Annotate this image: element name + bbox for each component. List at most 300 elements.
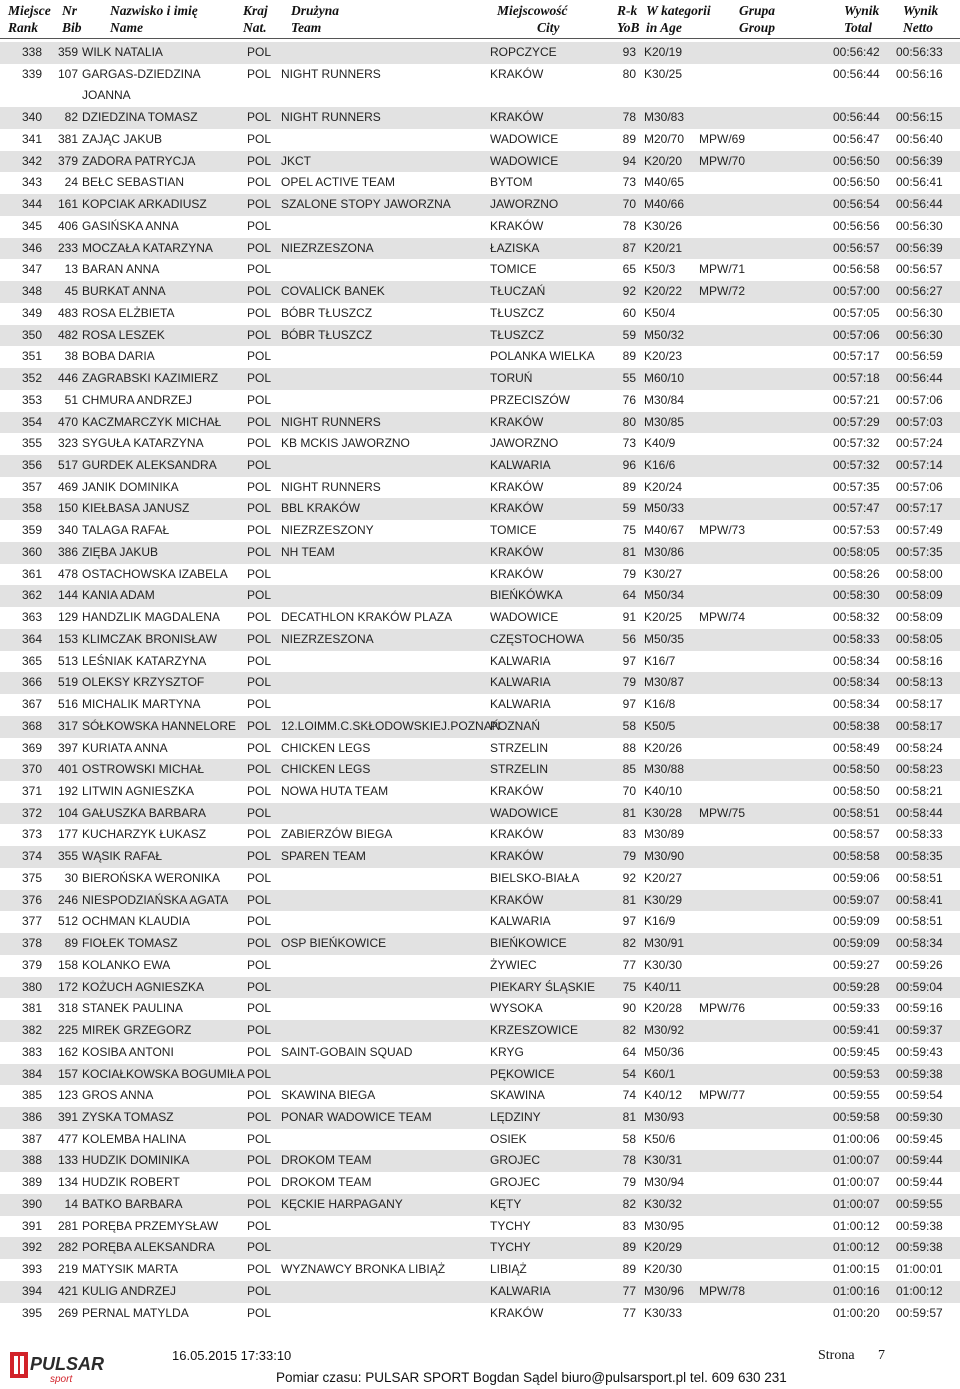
cell-total: 00:58:50 [833,762,880,777]
cell-city: KRAKÓW [490,218,544,233]
cell-cat: K16/7 [644,653,676,668]
cell-city: KRYG [490,1044,524,1059]
cell-group: MPW/69 [699,131,746,146]
cell-nat: POL [247,697,272,712]
cell-cat: K20/29 [644,1240,683,1255]
cell-total: 00:59:27 [833,957,880,972]
cell-team: NIGHT RUNNERS [281,479,381,494]
cell-cat: M30/85 [644,414,685,429]
table-row [0,172,960,194]
cell-nat: POL [247,675,272,690]
cell-bib: 233 [57,240,78,255]
cell-rank: 373 [21,827,42,842]
cell-total: 00:56:42 [833,45,880,59]
cell-city: KRAKÓW [490,479,544,494]
cell-bib: 469 [57,479,78,494]
cell-netto: 00:58:05 [896,631,943,646]
cell-cat: M30/91 [644,936,685,951]
cell-team: KĘCKIE HARPAGANY [281,1196,403,1211]
table-row [0,259,960,281]
cell-total: 00:58:50 [833,784,880,798]
cell-total: 00:58:26 [833,566,880,581]
cell-netto: 00:57:24 [896,436,943,451]
cell-cat: M30/95 [644,1218,685,1233]
cell-name: OLEKSY KRZYSZTOF [82,675,205,690]
cell-city: PĘKOWICE [490,1066,555,1081]
cell-name: OSTACHOWSKA IZABELA [82,566,228,581]
cell-bib: 355 [57,849,78,864]
cell-netto: 00:59:57 [896,1305,943,1320]
cell-bib: 225 [57,1023,78,1038]
cell-bib: 359 [57,45,78,59]
cell-city: TYCHY [490,1218,531,1233]
cell-nat: POL [247,1175,272,1190]
page-footer [0,1340,960,1389]
cell-nat: POL [247,1023,272,1038]
cell-yob: 81 [622,544,636,559]
cell-yob: 89 [622,131,636,146]
cell-yob: 65 [622,262,636,277]
cell-yob: 59 [622,501,636,516]
cell-name: KACZMARCZYK MICHAŁ [82,414,222,429]
table-row [0,1129,960,1151]
cell-city: PIEKARY ŚLĄSKIE [490,979,595,994]
cell-city: STRZELIN [490,762,549,777]
cell-name: GURDEK ALEKSANDRA [82,457,217,472]
cell-netto: 01:00:01 [896,1262,943,1277]
cell-total: 00:58:05 [833,544,880,559]
cell-total: 00:58:58 [833,849,880,864]
cell-cat: K30/27 [644,566,683,581]
cell-city: KRAKÓW [490,544,544,559]
cell-city: LIBIĄŻ [490,1262,527,1277]
cell-city: KRAKÓW [490,1305,544,1320]
cell-bib: 14 [64,1196,78,1211]
table-row [0,303,960,325]
table-row [0,412,960,434]
cell-bib: 30 [64,870,78,885]
svg-text:sport: sport [50,1374,73,1384]
table-row [0,672,960,694]
cell-name: KULIG ANDRZEJ [82,1283,177,1298]
cell-netto: 00:56:39 [896,153,943,168]
table-row [0,803,960,825]
cell-total: 01:00:06 [833,1131,880,1146]
cell-yob: 93 [622,45,636,59]
pulsar-sport-logo [10,1348,112,1384]
cell-nat: POL [247,1088,272,1103]
cell-rank: 382 [21,1023,42,1038]
cell-cat: K20/22 [644,284,683,299]
cell-name: ZADORA PATRYCJA [82,153,196,168]
cell-group: MPW/72 [699,284,746,299]
cell-cat: M50/32 [644,327,685,342]
column-header [0,0,960,40]
cell-bib: 519 [57,675,78,690]
cell-city: POLANKA WIELKA [490,349,595,364]
cell-name: BOBA DARIA [82,349,155,364]
cell-bib: 24 [64,175,78,190]
cell-yob: 77 [622,1305,636,1320]
cell-cat: M30/94 [644,1175,685,1190]
cell-nat: POL [247,610,272,625]
cell-bib: 379 [57,153,78,168]
cell-city: KALWARIA [490,457,551,472]
cell-yob: 80 [622,66,636,81]
cell-cat: M30/93 [644,1110,685,1125]
table-row [0,781,960,803]
cell-bib: 391 [57,1110,78,1125]
cell-city: KRAKÓW [490,414,544,429]
cell-bib: 397 [57,740,78,755]
cell-yob: 81 [622,892,636,907]
table-row [0,738,960,760]
cell-total: 00:58:38 [833,718,880,733]
cell-cat: K16/9 [644,914,676,929]
cell-team: DECATHLON KRAKÓW PLAZA [281,610,453,625]
cell-yob: 87 [622,240,636,255]
cell-bib: 134 [57,1175,78,1190]
cell-name: WĄSIK RAFAŁ [82,849,163,864]
cell-group: MPW/71 [699,262,746,277]
cell-yob: 97 [622,697,636,712]
cell-rank: 349 [21,305,42,320]
cell-yob: 82 [622,1196,636,1211]
cell-total: 00:56:44 [833,110,880,125]
header-name: Nazwisko i imię Name [110,3,198,35]
cell-bib: 123 [57,1088,78,1103]
cell-netto: 00:58:09 [896,588,943,603]
cell-netto: 00:56:16 [896,66,943,81]
cell-cat: M30/92 [644,1023,685,1038]
cell-cat: M50/33 [644,501,685,516]
cell-rank: 370 [21,762,42,777]
cell-city: GROJEC [490,1175,541,1190]
cell-bib: 281 [57,1218,78,1233]
cell-rank: 355 [21,436,42,451]
cell-nat: POL [247,371,272,386]
cell-group: MPW/77 [699,1088,746,1103]
cell-nat: POL [247,523,272,538]
cell-team: OPEL ACTIVE TEAM [281,175,396,190]
cell-rank: 378 [21,936,42,951]
cell-netto: 00:56:30 [896,218,943,233]
table-row [0,890,960,912]
cell-team: KB MCKIS JAWORZNO [281,436,410,451]
cell-netto: 00:57:03 [896,414,943,429]
cell-yob: 79 [622,675,636,690]
cell-nat: POL [247,1153,272,1168]
cell-nat: POL [247,914,272,929]
cell-rank: 380 [21,979,42,994]
cell-city: TYCHY [490,1240,531,1255]
cell-team: PONAR WADOWICE TEAM [281,1110,432,1125]
cell-rank: 393 [21,1262,42,1277]
cell-yob: 78 [622,110,636,125]
cell-netto: 00:56:15 [896,110,943,125]
table-row [0,281,960,303]
cell-cat: K30/32 [644,1196,683,1211]
cell-name: KOŻUCH AGNIESZKA [82,979,205,994]
cell-cat: K20/27 [644,870,683,885]
cell-cat: M50/36 [644,1044,685,1059]
cell-bib: 470 [57,414,78,429]
table-row [0,42,960,64]
cell-team: NIGHT RUNNERS [281,66,381,81]
cell-netto: 00:57:14 [896,457,943,472]
cell-rank: 344 [21,197,42,212]
cell-netto: 00:58:00 [896,566,943,581]
cell-yob: 90 [622,1001,636,1016]
cell-group: MPW/78 [699,1283,746,1298]
cell-netto: 00:58:33 [896,827,943,842]
cell-rank: 350 [21,327,42,342]
cell-total: 00:59:09 [833,914,880,929]
cell-nat: POL [247,414,272,429]
cell-team: SKAWINA BIEGA [281,1088,376,1103]
cell-city: TŁUSZCZ [490,305,544,320]
header-yob: R-k YoB [617,3,640,35]
header-total: Wynik Total [844,3,880,35]
cell-total: 00:57:47 [833,501,880,516]
cell-bib: 483 [57,305,78,320]
cell-city: KRAKÓW [490,827,544,842]
cell-cat: M30/90 [644,849,685,864]
cell-netto: 00:57:06 [896,392,943,407]
table-row [0,1259,960,1281]
cell-cat: M40/67 [644,523,685,538]
cell-bib: 107 [57,66,78,81]
cell-netto: 00:58:17 [896,718,943,733]
cell-total: 00:59:55 [833,1088,880,1103]
cell-yob: 70 [622,197,636,212]
cell-nat: POL [247,849,272,864]
cell-yob: 83 [622,827,636,842]
cell-team: BÓBR TŁUSZCZ [281,305,373,320]
page-number: 7 [878,1348,885,1363]
cell-name: KOLANKO EWA [82,957,171,972]
cell-total: 00:56:50 [833,175,880,190]
table-row [0,1216,960,1238]
cell-rank: 357 [21,479,42,494]
cell-netto: 00:58:51 [896,914,943,929]
cell-rank: 376 [21,892,42,907]
cell-total: 01:00:12 [833,1240,880,1255]
table-row [0,585,960,607]
cell-name: NIESPODZIAŃSKA AGATA [82,892,229,907]
cell-name: GAŁUSZKA BARBARA [82,805,207,820]
cell-cat: K50/3 [644,262,676,277]
cell-bib: 516 [57,697,78,712]
cell-city: TŁUSZCZ [490,327,544,342]
cell-group: MPW/76 [699,1001,746,1016]
cell-yob: 89 [622,1262,636,1277]
cell-team: NIEZRZESZONA [281,631,374,646]
cell-total: 00:59:28 [833,979,880,994]
cell-yob: 75 [622,523,636,538]
cell-nat: POL [247,979,272,994]
cell-city: JAWORZNO [490,436,559,451]
table-row [0,607,960,629]
cell-name: KOSIBA ANTONI [82,1044,174,1059]
cell-total: 00:57:00 [833,284,880,299]
cell-rank: 356 [21,457,42,472]
table-row [0,216,960,238]
cell-city: OSIEK [490,1131,527,1146]
cell-netto: 00:58:35 [896,849,943,864]
table-row [0,977,960,999]
cell-netto: 00:56:30 [896,327,943,342]
cell-nat: POL [247,718,272,733]
cell-netto: 00:58:44 [896,805,943,820]
cell-name: GASIŃSKA ANNA [82,218,179,233]
cell-rank: 364 [21,631,42,646]
cell-total: 00:57:06 [833,327,880,342]
cell-city: WADOWICE [490,153,559,168]
cell-city: KALWARIA [490,697,551,712]
cell-netto: 00:56:33 [896,45,943,59]
cell-nat: POL [247,284,272,299]
cell-cat: K20/25 [644,610,683,625]
cell-total: 00:59:06 [833,870,880,885]
cell-netto: 00:59:44 [896,1175,943,1190]
cell-yob: 54 [622,1066,636,1081]
cell-yob: 89 [622,1240,636,1255]
cell-bib: 104 [57,805,78,820]
cell-bib: 144 [57,588,78,603]
cell-yob: 79 [622,566,636,581]
cell-total: 00:59:07 [833,892,880,907]
cell-rank: 345 [21,218,42,233]
cell-nat: POL [247,305,272,320]
cell-name: LEŚNIAK KATARZYNA [82,653,207,668]
cell-yob: 88 [622,740,636,755]
cell-netto: 00:59:37 [896,1023,943,1038]
cell-cat: K30/33 [644,1305,683,1320]
cell-rank: 377 [21,914,42,929]
cell-yob: 73 [622,436,636,451]
cell-cat: K20/26 [644,740,683,755]
cell-team: NIGHT RUNNERS [281,414,381,429]
timing-credits: Pomiar czasu: PULSAR SPORT Bogdan Sądel biuro@pulsarsport.pl tel. 609 630 231 [276,1370,787,1385]
cell-city: KRZESZOWICE [490,1023,579,1038]
cell-total: 00:56:58 [833,262,880,277]
table-row [0,716,960,738]
cell-name: HUDZIK DOMINIKA [82,1153,190,1168]
cell-netto: 00:56:59 [896,349,943,364]
cell-nat: POL [247,827,272,842]
cell-rank: 361 [21,566,42,581]
cell-team: SPAREN TEAM [281,849,366,864]
cell-team: WYZNAWCY BRONKA LIBIĄŻ [281,1262,446,1277]
cell-netto: 00:56:57 [896,262,943,277]
cell-city: KRAKÓW [490,110,544,125]
cell-nat: POL [247,653,272,668]
table-row [0,1042,960,1064]
cell-name: PORĘBA PRZEMYSŁAW [82,1218,219,1233]
table-row [0,1085,960,1107]
cell-city: ROPCZYCE [490,45,557,59]
cell-nat: POL [247,1218,272,1233]
cell-cat: M40/66 [644,197,685,212]
cell-team: NIEZRZESZONY [281,523,374,538]
cell-netto: 00:59:44 [896,1153,943,1168]
cell-name: GROS ANNA [82,1088,154,1103]
table-row [0,346,960,368]
cell-name: CHMURA ANDRZEJ [82,392,193,407]
cell-yob: 60 [622,305,636,320]
cell-cat: K30/30 [644,957,683,972]
cell-bib: 386 [57,544,78,559]
cell-cat: M30/87 [644,675,685,690]
table-row [0,868,960,890]
cell-rank: 379 [21,957,42,972]
table-row [0,1237,960,1259]
cell-city: STRZELIN [490,740,549,755]
cell-name: ROSA LESZEK [82,327,165,342]
cell-name: HUDZIK ROBERT [82,1175,180,1190]
cell-yob: 64 [622,1044,636,1059]
cell-rank: 338 [21,45,42,59]
cell-yob: 97 [622,914,636,929]
cell-city: BIEŃKOWICE [490,936,567,951]
cell-cat: K40/9 [644,436,676,451]
cell-city: JAWORZNO [490,197,559,212]
table-row [0,325,960,347]
cell-rank: 363 [21,610,42,625]
cell-city: KRAKÓW [490,566,544,581]
cell-netto: 00:59:45 [896,1131,943,1146]
cell-netto: 00:59:30 [896,1110,943,1125]
cell-cat: M30/83 [644,110,685,125]
cell-cat: M50/34 [644,588,685,603]
cell-name: ZAJĄC JAKUB [82,131,163,146]
cell-nat: POL [247,740,272,755]
cell-netto: 00:56:41 [896,175,943,190]
cell-rank: 392 [21,1240,42,1255]
cell-bib: 317 [57,718,78,733]
cell-name: MATYSIK MARTA [82,1262,179,1277]
cell-yob: 58 [622,718,636,733]
cell-total: 00:58:34 [833,675,880,690]
cell-rank: 347 [21,262,42,277]
table-row [0,455,960,477]
cell-city: KALWARIA [490,653,551,668]
cell-total: 00:57:17 [833,349,880,364]
cell-cat: K50/6 [644,1131,676,1146]
cell-total: 00:59:53 [833,1066,880,1081]
cell-yob: 94 [622,153,636,168]
cell-bib: 401 [57,762,78,777]
cell-team: COVALICK BANEK [281,284,385,299]
cell-cat: K60/1 [644,1066,676,1081]
cell-name: JANIK DOMINIKA [82,479,179,494]
cell-city: LĘDZINY [490,1110,541,1125]
cell-cat: K50/4 [644,305,676,320]
table-row [0,238,960,260]
cell-total: 00:57:05 [833,305,880,320]
cell-yob: 81 [622,805,636,820]
cell-rank: 362 [21,588,42,603]
cell-total: 01:00:15 [833,1262,880,1277]
cell-name: ZYSKA TOMASZ [82,1110,174,1125]
cell-nat: POL [247,1262,272,1277]
table-row [0,368,960,390]
cell-total: 00:57:29 [833,414,880,429]
cell-cat: K30/25 [644,66,683,81]
table-row [0,129,960,151]
cell-city: KĘTY [490,1196,522,1211]
